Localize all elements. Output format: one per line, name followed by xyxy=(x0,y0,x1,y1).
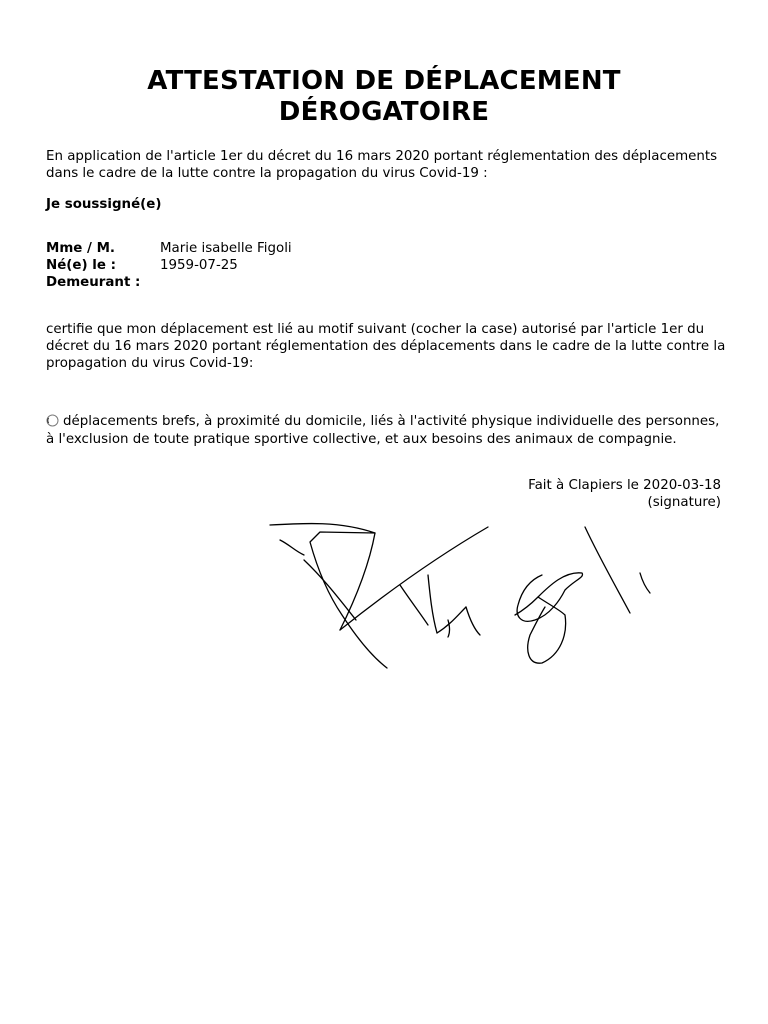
signature-label: (signature) xyxy=(647,495,721,510)
name-label: Mme / M. xyxy=(46,241,115,256)
signature-block xyxy=(528,477,721,511)
motif-option xyxy=(46,413,726,448)
address-label: Demeurant : xyxy=(46,275,141,290)
empty-checkbox-icon[interactable] xyxy=(46,414,59,427)
handwritten-signature xyxy=(260,515,660,680)
certification-paragraph: certifie que mon déplacement est lié au motif suivant (cocher la case) autorisé par l'article 1er du décret du 16 mars 2020 portant réglementation des déplacements dans le cadre de la lutte contre la propagation du virus Covid-19: xyxy=(46,322,726,371)
title-line-2: DÉROGATOIRE xyxy=(278,97,490,127)
soussigne-heading: Je soussigné(e) xyxy=(46,197,162,212)
intro-paragraph: En application de l'article 1er du décret du 16 mars 2020 portant réglementation des déplacements dans le cadre de la lutte contre la propagation du virus Covid-19 : xyxy=(46,149,718,181)
place-date: Fait à Clapiers le 2020-03-18 xyxy=(528,478,721,493)
name-value: Marie isabelle Figoli xyxy=(160,241,292,256)
document-title xyxy=(0,66,768,128)
birth-date-value: 1959-07-25 xyxy=(160,258,238,273)
birth-date-label: Né(e) le : xyxy=(46,258,116,273)
title-line-1: ATTESTATION DE DÉPLACEMENT xyxy=(147,66,621,96)
motif-text: déplacements brefs, à proximité du domicile, liés à l'activité physique individuelle des personnes, à l'exclusion de toute pratique sportive collective, et aux besoins des animaux de compagnie. xyxy=(46,414,720,447)
